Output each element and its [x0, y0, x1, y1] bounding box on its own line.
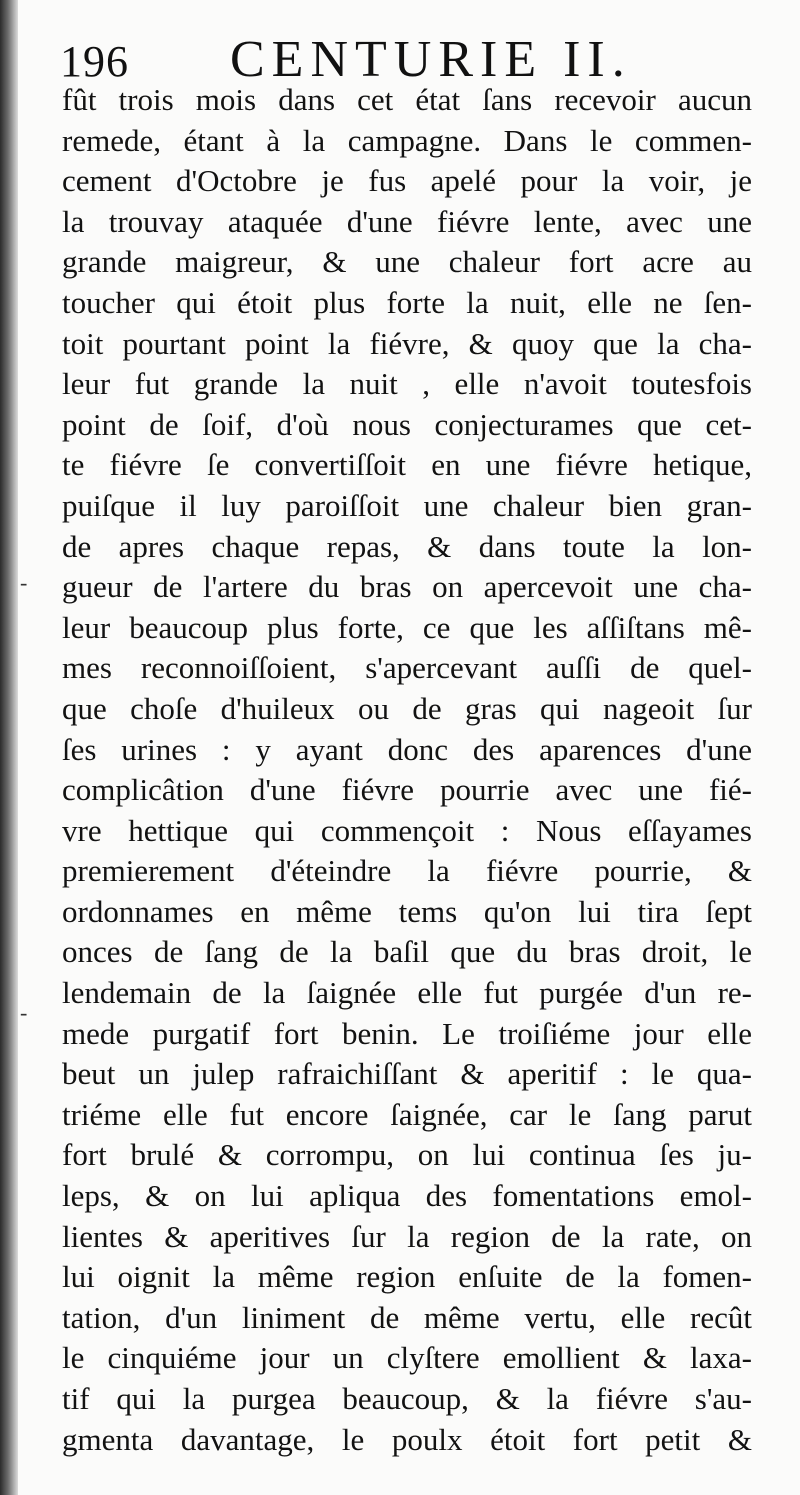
text-line: leur fut grande la nuit , elle n'avoit toutesfois: [62, 366, 752, 402]
text-line: de apres chaque repas, & dans toute la lon-: [62, 528, 752, 564]
text-line: beut un julep rafraichiſſant & aperitif : le qua-: [62, 1056, 752, 1092]
text-line: leur beaucoup plus forte, ce que les aſſiſtans mê-: [62, 609, 752, 645]
text-line: remede, étant à la campagne. Dans le commen-: [62, 122, 752, 158]
margin-mark: -: [20, 570, 28, 595]
text-line: te fiévre ſe convertiſſoit en une fiévre hetique,: [62, 447, 752, 483]
text-line: que choſe d'huileux ou de gras qui nageoit ſur: [62, 690, 752, 726]
text-line: mes reconnoiſſoient, s'apercevant auſſi de quel-: [62, 650, 752, 686]
text-line: premierement d'éteindre la fiévre pourrie, &: [62, 853, 752, 889]
text-line: fort brulé & corrompu, on lui continua ſes ju-: [62, 1137, 752, 1173]
binding-gutter: [0, 0, 18, 1495]
text-line: onces de ſang de la baſil que du bras droit, le: [62, 934, 752, 970]
text-line: ordonnames en même tems qu'on lui tira ſept: [62, 893, 752, 929]
page-number: 196: [60, 37, 129, 86]
text-line: gmenta davantage, le poulx étoit fort petit &: [62, 1421, 752, 1457]
body-text: [62, 80, 752, 1460]
text-line: lendemain de la ſaignée elle fut purgée d'un re-: [62, 975, 752, 1011]
text-line: leps, & on lui apliqua des fomentations emol-: [62, 1178, 752, 1214]
text-line: la trouvay ataquée d'une fiévre lente, avec une: [62, 203, 752, 239]
text-line: mede purgatif fort benin. Le troiſiéme jour elle: [62, 1015, 752, 1051]
text-line: gueur de l'artere du bras on apercevoit une cha-: [62, 569, 752, 605]
running-title: CENTURIE II.: [230, 31, 632, 88]
text-line: toit pourtant point la fiévre, & quoy que la cha-: [62, 325, 752, 361]
text-line: lientes & aperitives ſur la region de la rate, on: [62, 1218, 752, 1254]
text-line: toucher qui étoit plus forte la nuit, elle ne ſen-: [62, 284, 752, 320]
text-line: fût trois mois dans cet état ſans recevoir aucun: [62, 82, 752, 117]
text-line: tation, d'un liniment de même vertu, elle recût: [62, 1299, 752, 1335]
text-line: point de ſoif, d'où nous conjecturames que cet-: [62, 406, 752, 442]
text-line: le cinquiéme jour un clyſtere emollient & laxa-: [62, 1340, 752, 1376]
text-line: ſes urines : y ayant donc des aparences d'une: [62, 731, 752, 767]
text-line: complicâtion d'une fiévre pourrie avec une fié-: [62, 772, 752, 808]
text-line: vre hettique qui commençoit : Nous eſſayames: [62, 812, 752, 848]
text-line: puiſque il luy paroiſſoit une chaleur bien gran-: [62, 487, 752, 523]
text-line: grande maigreur, & une chaleur fort acre au: [62, 244, 752, 280]
margin-mark: -: [20, 1000, 28, 1025]
text-line: cement d'Octobre je fus apelé pour la voir, je: [62, 163, 752, 199]
text-line: tif qui la purgea beaucoup, & la fiévre s'au-: [62, 1381, 752, 1416]
text-line: lui oignit la même region enſuite de la fomen-: [62, 1259, 752, 1295]
text-line: triéme elle fut encore ſaignée, car le ſang parut: [62, 1096, 752, 1132]
